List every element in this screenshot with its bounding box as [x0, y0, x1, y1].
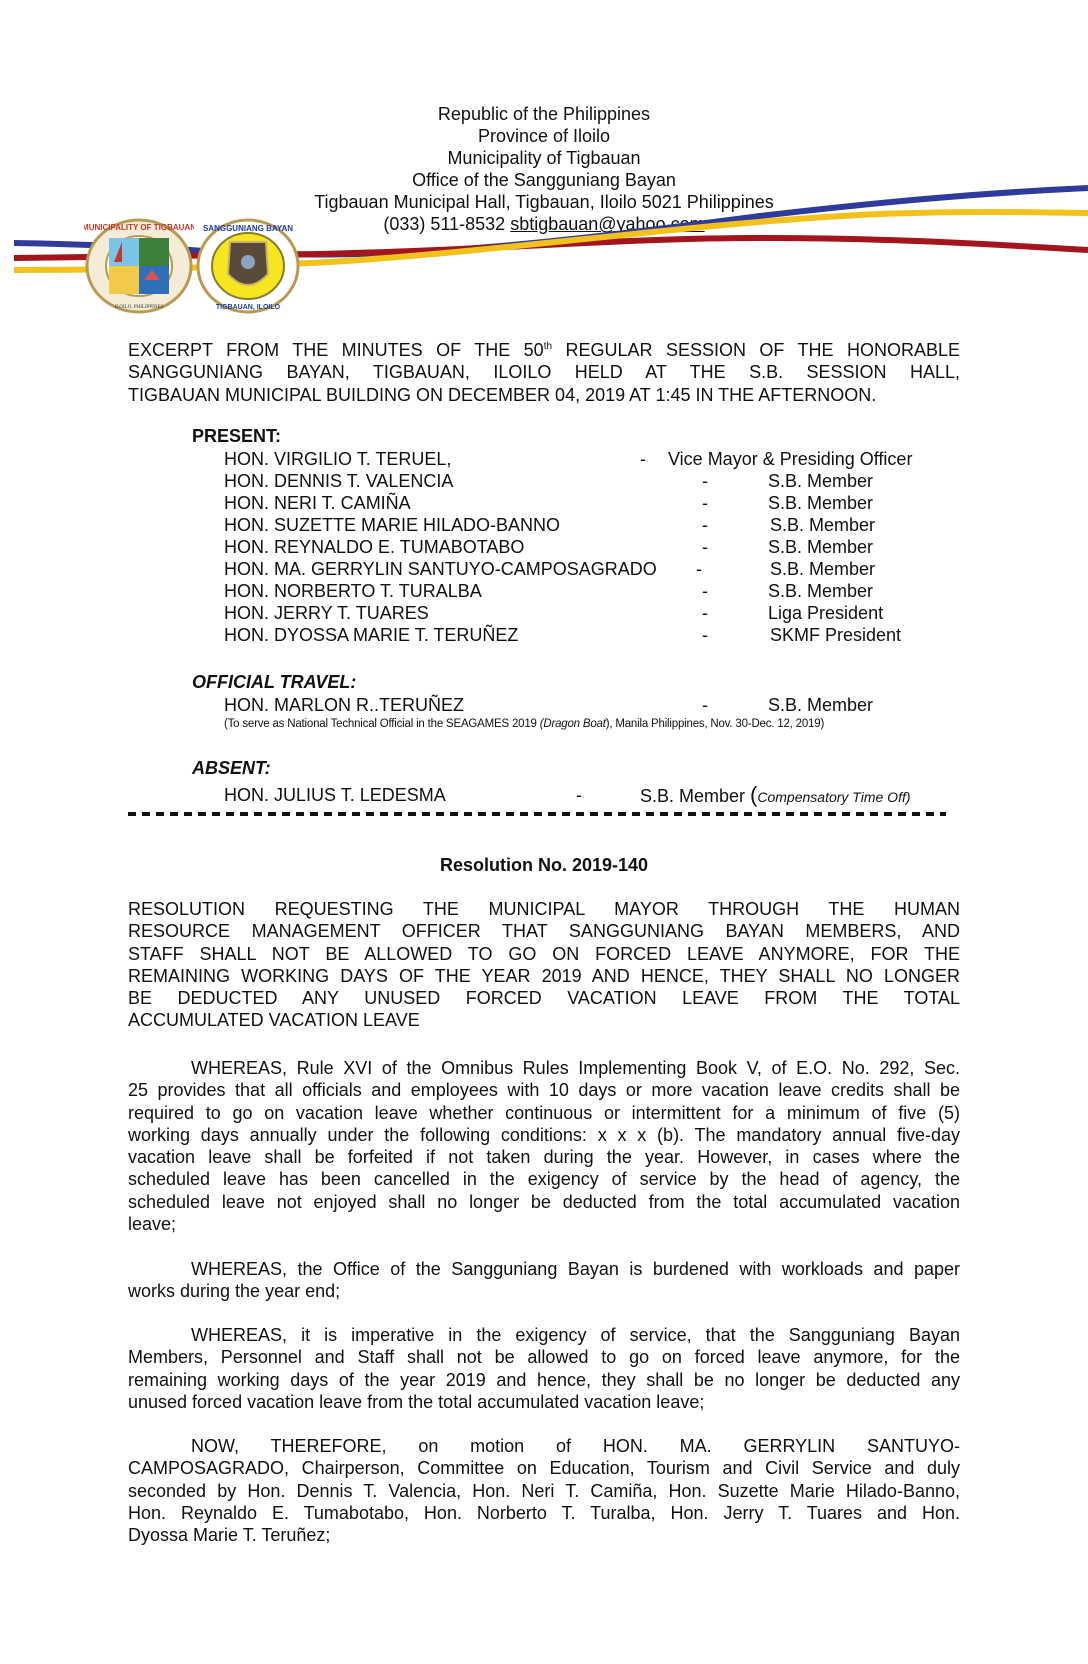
resolution-title: Resolution No. 2019-140: [439, 855, 649, 875]
letterhead-municipality: Municipality of Tigbauan: [447, 148, 641, 168]
whereas-clause-2: WHEREAS, the Office of the Sangguniang Bayan is burdened with workloads and paper works during the year end;: [128, 1259, 960, 1302]
attendee-row: HON. NORBERTO T. TURALBA - S.B. Member: [224, 581, 874, 601]
attendee-row: HON. SUZETTE MARIE HILADO-BANNO - S.B. Member: [224, 515, 876, 535]
letterhead-office: Office of the Sangguniang Bayan: [412, 170, 676, 190]
official-travel-row: HON. MARLON R..TERUÑEZ - S.B. Member: [224, 695, 874, 715]
letterhead-address: Tigbauan Municipal Hall, Tigbauan, Iloilo 5021 Philippines: [314, 192, 774, 212]
present-heading: PRESENT:: [192, 426, 282, 446]
section-divider: [128, 812, 946, 816]
attendee-row: HON. MA. GERRYLIN SANTUYO-CAMPOSAGRADO - S.B. Member: [224, 559, 876, 579]
letterhead-country: Republic of the Philippines: [437, 104, 651, 124]
absent-remark: Compensatory Time Off): [757, 789, 911, 805]
municipality-seal-logo: [84, 218, 194, 314]
attendee-row: HON. REYNALDO E. TUMABOTABO - S.B. Member: [224, 537, 874, 557]
now-therefore-clause: NOW, THEREFORE, on motion of HON. MA. GERRYLIN SANTUYO- CAMPOSAGRADO, Chairperson, Committee on Education, Tourism and Civil Service and duly seconded by Hon. Dennis T. Valencia, Hon. Neri T. Camiña, Hon. Suzette Marie Hilado-Banno, Hon. Reynaldo E. Tumabotabo, Hon. Norberto T. Turalba, Hon. Jerry T. Tuares and Hon. Dyossa Marie T. Teruñez;: [128, 1436, 960, 1546]
excerpt-line-1: EXCERPT FROM THE MINUTES OF THE 50th REGULAR SESSION OF THE HONORABLE: [128, 340, 960, 360]
absent-heading: ABSENT:: [192, 758, 271, 778]
attendee-row: HON. DENNIS T. VALENCIA - S.B. Member: [224, 471, 874, 491]
svg-text:TIGBAUAN, ILOILO: TIGBAUAN, ILOILO: [215, 304, 281, 311]
official-travel-note: (To serve as National Technical Official in the SEAGAMES 2019 (Dragon Boat), Manila Philippines, Nov. 30-Dec. 12, 2019): [224, 718, 825, 730]
attendee-row: HON. DYOSSA MARIE T. TERUÑEZ - SKMF President: [224, 625, 902, 645]
absent-row: HON. JULIUS T. LEDESMA - S.B. Member (Compensatory Time Off): [224, 782, 911, 807]
excerpt-line-3: TIGBAUAN MUNICIPAL BUILDING ON DECEMBER 04, 2019 AT 1:45 IN THE AFTERNOON.: [128, 384, 877, 405]
minutes-excerpt-header: [128, 336, 960, 406]
excerpt-line-2: SANGGUNIANG BAYAN, TIGBAUAN, ILOILO HELD AT THE S.B. SESSION HALL,: [128, 362, 960, 383]
whereas-clause-3: WHEREAS, it is imperative in the exigency of service, that the Sangguniang Bayan Members, Personnel and Staff shall not be allowed to go on forced leave anymore, for the remaining working days of the year 2019 and hence, they shall be no longer be deducted any unused forced vacation leave from the total accumulated vacation leave;: [128, 1325, 960, 1412]
attendee-row: HON. JERRY T. TUARES - Liga President: [224, 603, 884, 623]
letterhead-province: Province of Iloilo: [477, 126, 611, 146]
attendee-row: HON. NERI T. CAMIÑA - S.B. Member: [224, 493, 874, 513]
sangguniang-bayan-seal-logo: [196, 218, 300, 314]
resolution-subject: RESOLUTION REQUESTING THE MUNICIPAL MAYOR THROUGH THE HUMAN RESOURCE MANAGEMENT OFFICER THAT SANGGUNIANG BAYAN MEMBERS, AND STAFF SHALL NOT BE ALLOWED TO GO ON FORCED LEAVE ANYMORE, FOR THE REMAINING WORKING DAYS OF THE YEAR 2019 AND HENCE, THEY SHALL NO LONGER BE DEDUCTED ANY UNUSED FORCED VACATION LEAVE FROM THE TOTAL ACCUMULATED VACATION LEAVE: [128, 899, 960, 1031]
official-travel-heading: OFFICIAL TRAVEL:: [192, 672, 357, 692]
svg-text:SANGGUNIANG BAYAN: SANGGUNIANG BAYAN: [202, 224, 294, 233]
whereas-clause-1: WHEREAS, Rule XVI of the Omnibus Rules Implementing Book V, of E.O. No. 292, Sec. 25 provides that all officials and employees with 10 days or more vacation leave credits shall be required to go on vacation leave whether continuous or intermittent for a minimum of five (5) working days annually under the following conditions: x x x (b). The mandatory annual five-day vacation leave shall be forfeited if not taken during the year. However, in cases where the scheduled leave has been cancelled in the exigency of service by the head of agency, the scheduled leave not enjoyed shall no longer be deducted from the total accumulated vacation leave;: [128, 1058, 960, 1235]
svg-text:MUNICIPALITY OF TIGBAUAN: MUNICIPALITY OF TIGBAUAN: [84, 223, 194, 232]
svg-text:ILOILO, PHILIPPINES: ILOILO, PHILIPPINES: [114, 305, 164, 310]
letterhead-email-link[interactable]: sbtigbauan@yahoo.com: [510, 214, 705, 234]
letterhead-phone: (033) 511-8532: [383, 214, 506, 234]
attendee-row: HON. VIRGILIO T. TERUEL, - Vice Mayor & Presiding Officer: [224, 449, 913, 469]
